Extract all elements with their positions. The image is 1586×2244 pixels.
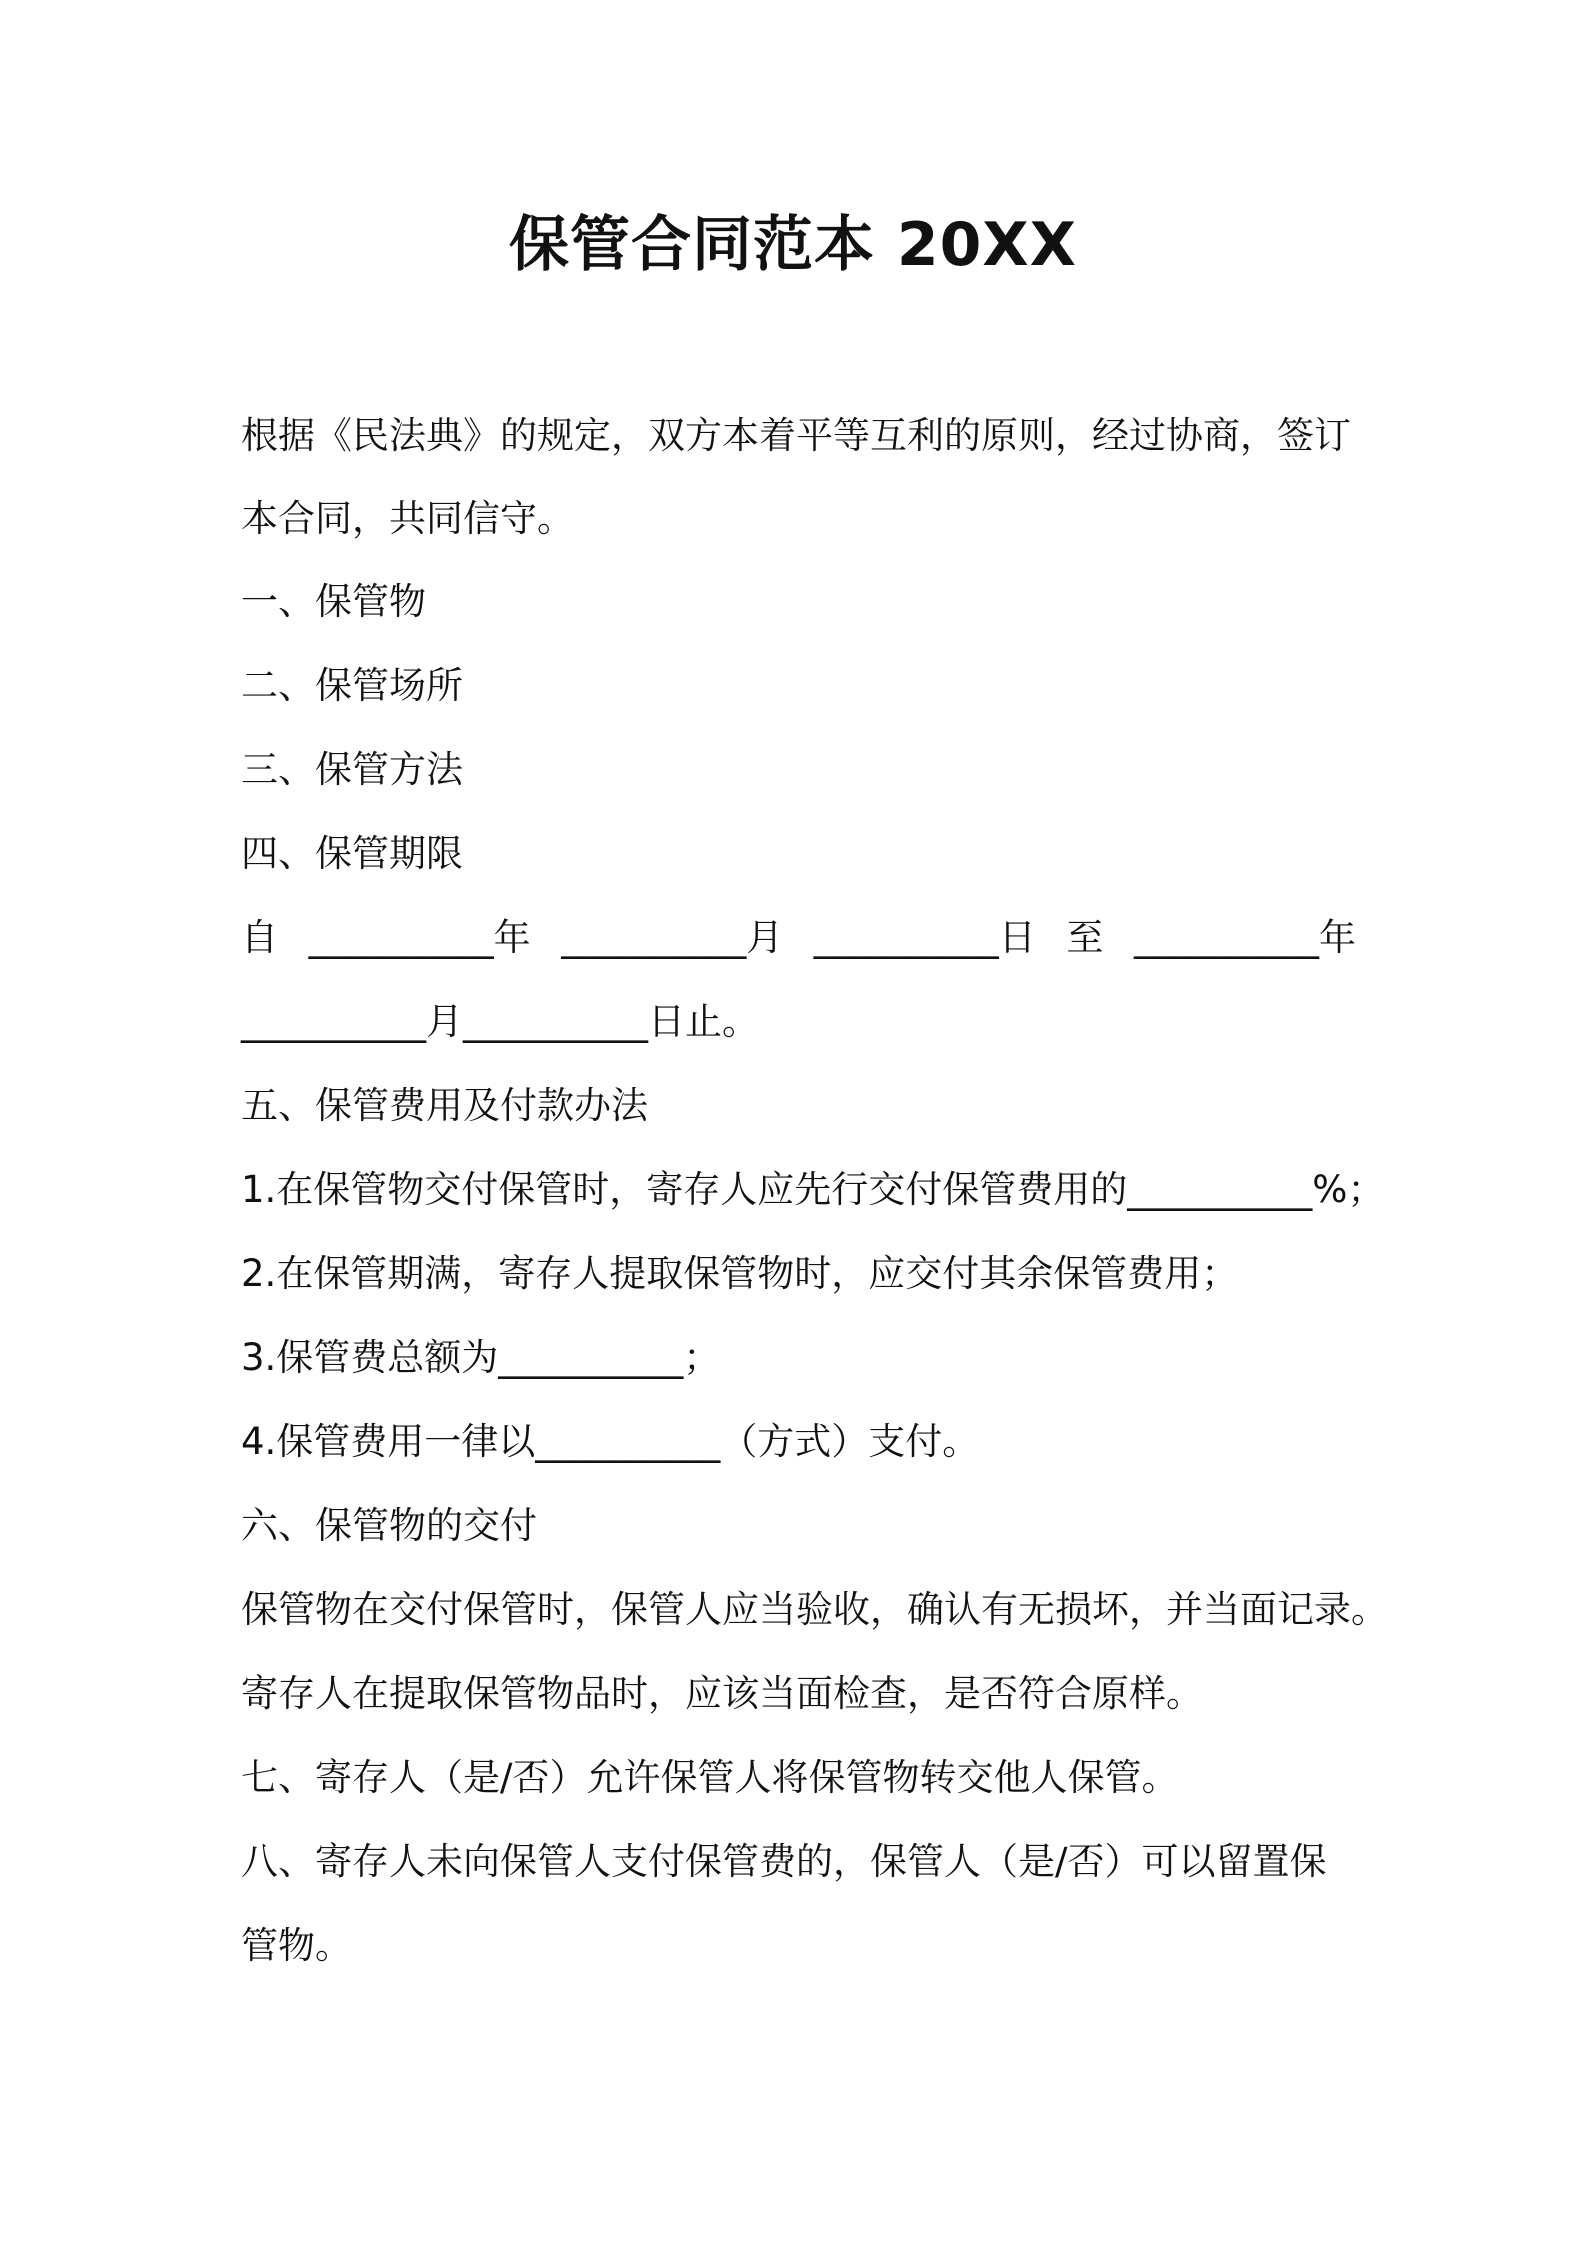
- document-title: 保管合同范本 20XX: [509, 210, 1077, 280]
- fee-item-2: 2.在保管期满，寄存人提取保管物时，应交付其余保管费用；: [241, 1252, 1239, 1295]
- section-heading-fees: 五、保管费用及付款办法: [241, 1084, 648, 1127]
- section-8-lien-clause-line-2: 管物。: [241, 1924, 352, 1967]
- term-to-label: 至: [1066, 916, 1104, 959]
- section-heading-storage-method: 三、保管方法: [241, 748, 463, 791]
- section-heading-delivery: 六、保管物的交付: [241, 1504, 537, 1547]
- term-end-year-blank: __________年: [1133, 916, 1356, 959]
- term-end-line: __________月__________日止。: [241, 1000, 759, 1043]
- section-heading-storage-item: 一、保管物: [241, 580, 426, 623]
- section-8-lien-clause-line-1: 八、寄存人未向保管人支付保管费的，保管人（是/否）可以留置保: [241, 1840, 1327, 1883]
- fee-item-4: 4.保管费用一律以__________（方式）支付。: [241, 1420, 980, 1463]
- section-heading-storage-place: 二、保管场所: [241, 664, 463, 707]
- section-7-transfer-clause: 七、寄存人（是/否）允许保管人将保管物转交他人保管。: [241, 1756, 1179, 1799]
- term-from-label: 自: [241, 916, 278, 959]
- term-start-month-blank: __________月: [561, 916, 784, 959]
- term-start-year-blank: __________年: [308, 916, 531, 959]
- intro-line-2: 本合同，共同信守。: [241, 497, 574, 540]
- fee-item-3: 3.保管费总额为__________；: [241, 1336, 721, 1379]
- delivery-paragraph-1: 保管物在交付保管时，保管人应当验收，确认有无损坏，并当面记录。: [241, 1588, 1388, 1631]
- term-start-day-blank: __________日: [813, 916, 1036, 959]
- fee-item-1: 1.在保管物交付保管时，寄存人应先行交付保管费用的__________%；: [241, 1168, 1385, 1211]
- term-date-row: [241, 912, 1356, 964]
- section-heading-storage-term: 四、保管期限: [241, 832, 463, 875]
- delivery-paragraph-2: 寄存人在提取保管物品时，应该当面检查，是否符合原样。: [241, 1672, 1203, 1715]
- intro-line-1: 根据《民法典》的规定，双方本着平等互利的原则，经过协商，签订: [241, 414, 1351, 457]
